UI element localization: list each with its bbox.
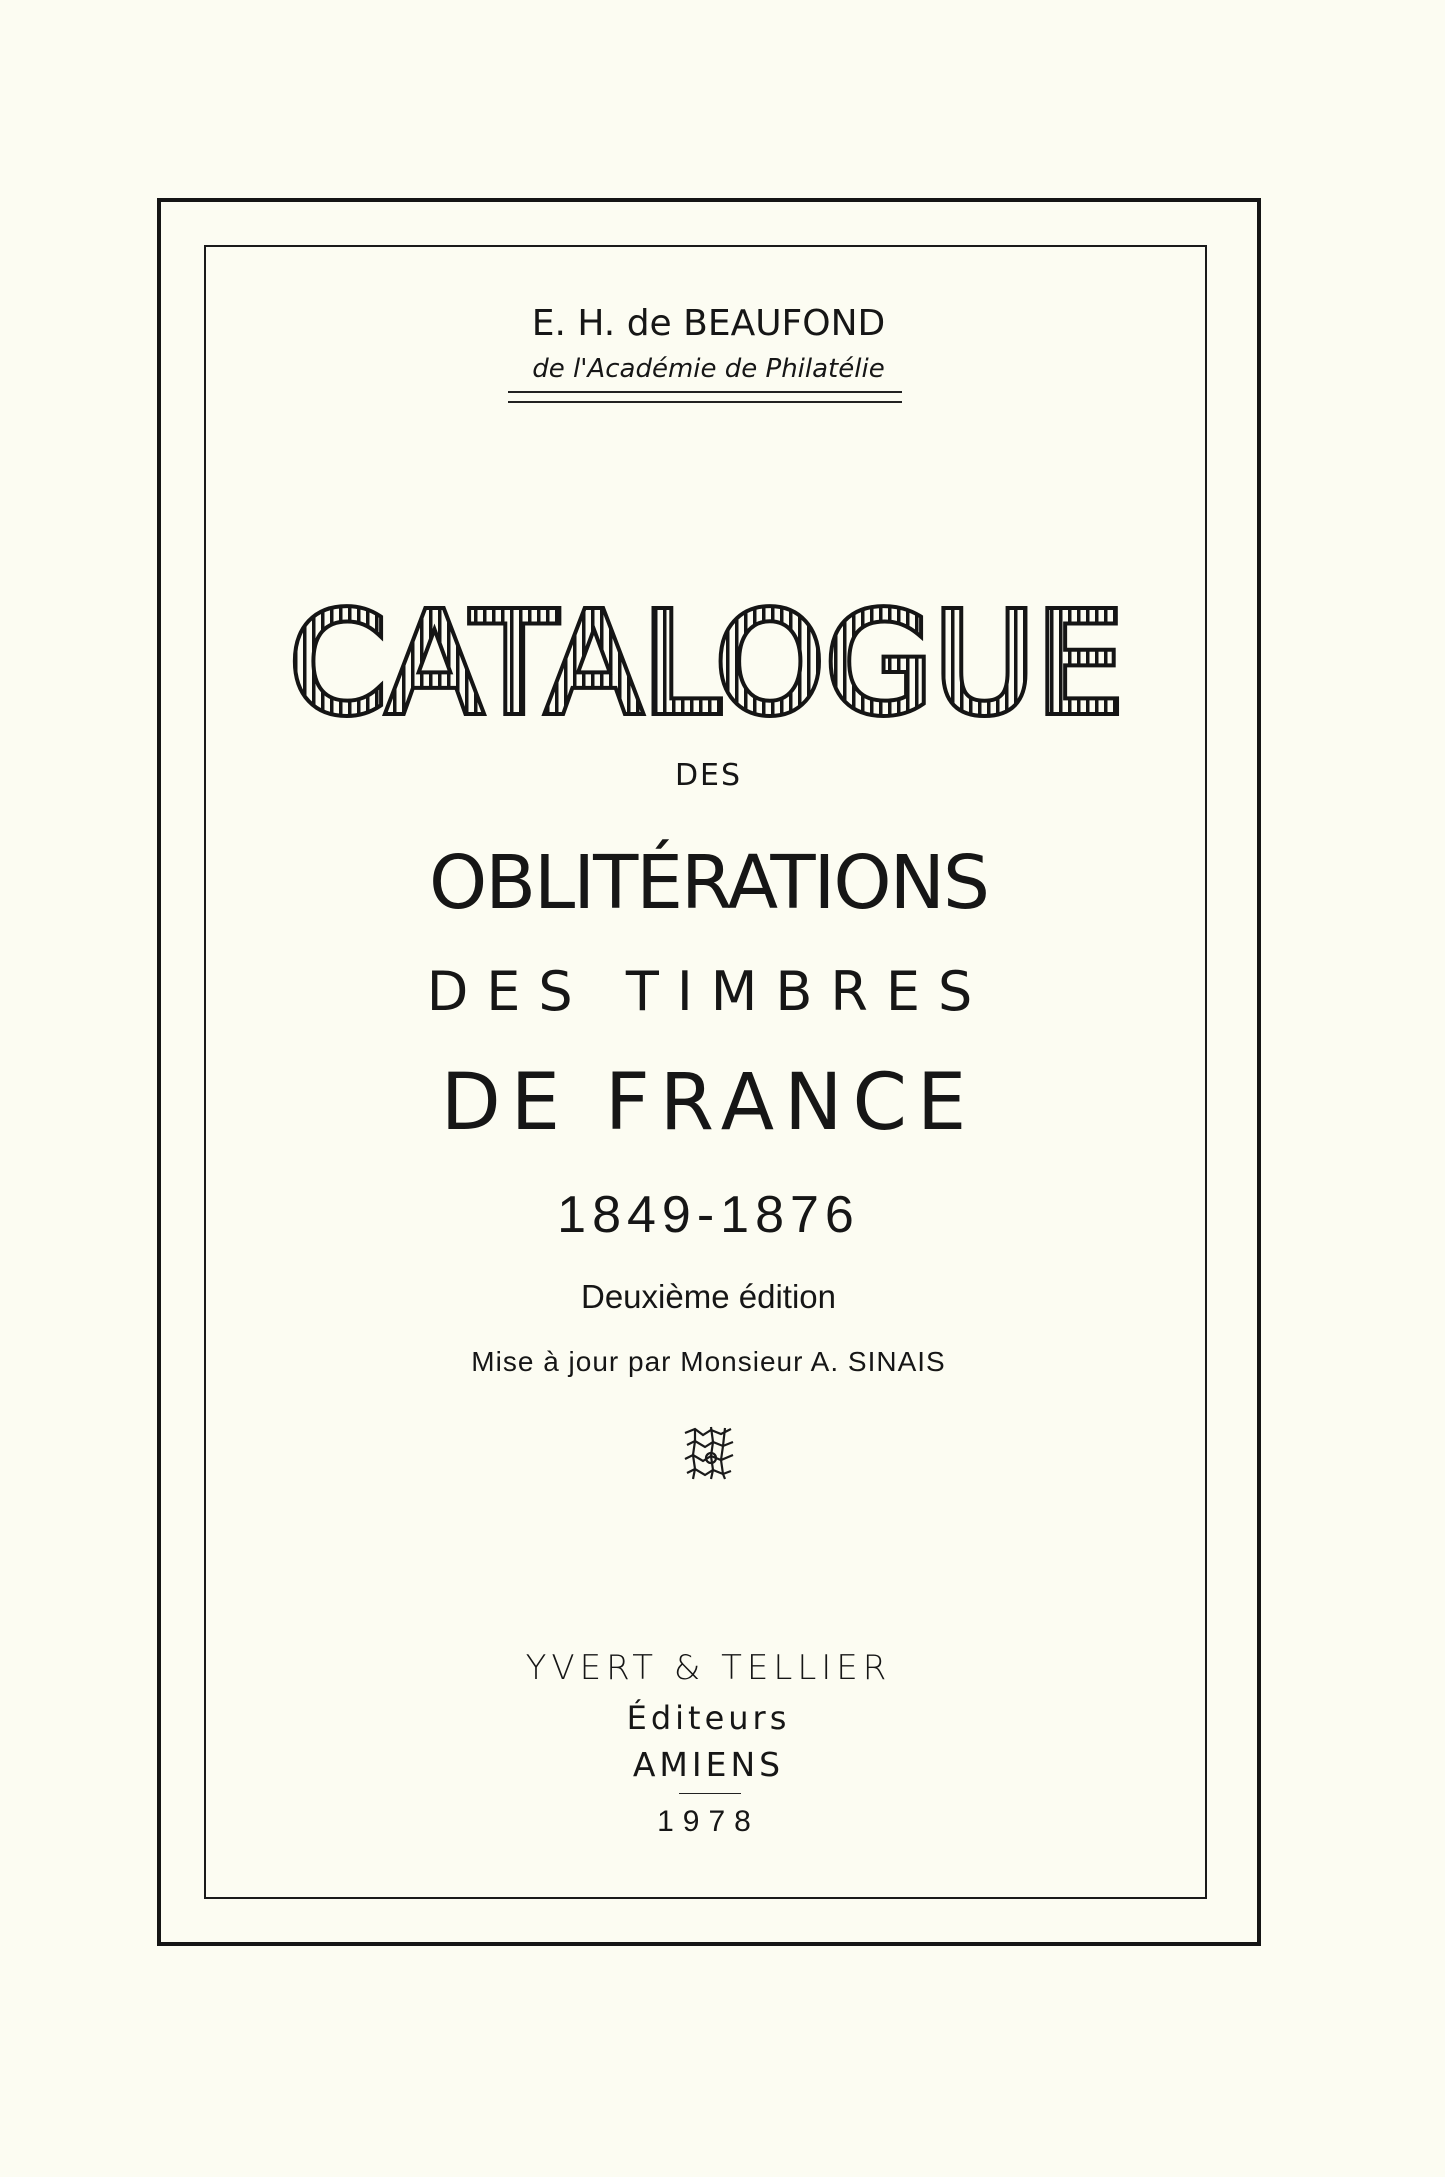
double-rule-top — [508, 391, 902, 393]
title-obliterations: OBLITÉRATIONS — [429, 840, 988, 926]
catalogue-title — [285, 600, 1130, 725]
edition: Deuxième édition — [581, 1278, 836, 1315]
update-note: Mise à jour par Monsieur A. SINAIS — [471, 1346, 946, 1377]
lattice-ornament-icon — [681, 1425, 737, 1481]
publisher-city: AMIENS — [632, 1745, 785, 1784]
author-name: E. H. de BEAUFOND — [531, 303, 886, 344]
double-rule-bottom — [508, 401, 902, 403]
catalogue-text: CATALOGUE — [289, 600, 1124, 725]
publication-year: 1978 — [657, 1805, 760, 1838]
title-de-france: DE FRANCE — [440, 1058, 977, 1148]
publisher-role: Éditeurs — [626, 1699, 791, 1737]
publisher-name: YVERT & TELLIER — [525, 1648, 892, 1688]
author-affiliation: de l'Académie de Philatélie — [532, 354, 885, 384]
years-range: 1849-1876 — [557, 1186, 860, 1244]
title-des-timbres: DES TIMBRES — [426, 960, 991, 1023]
city-underline — [679, 1793, 741, 1794]
title-des: DES — [674, 758, 743, 793]
